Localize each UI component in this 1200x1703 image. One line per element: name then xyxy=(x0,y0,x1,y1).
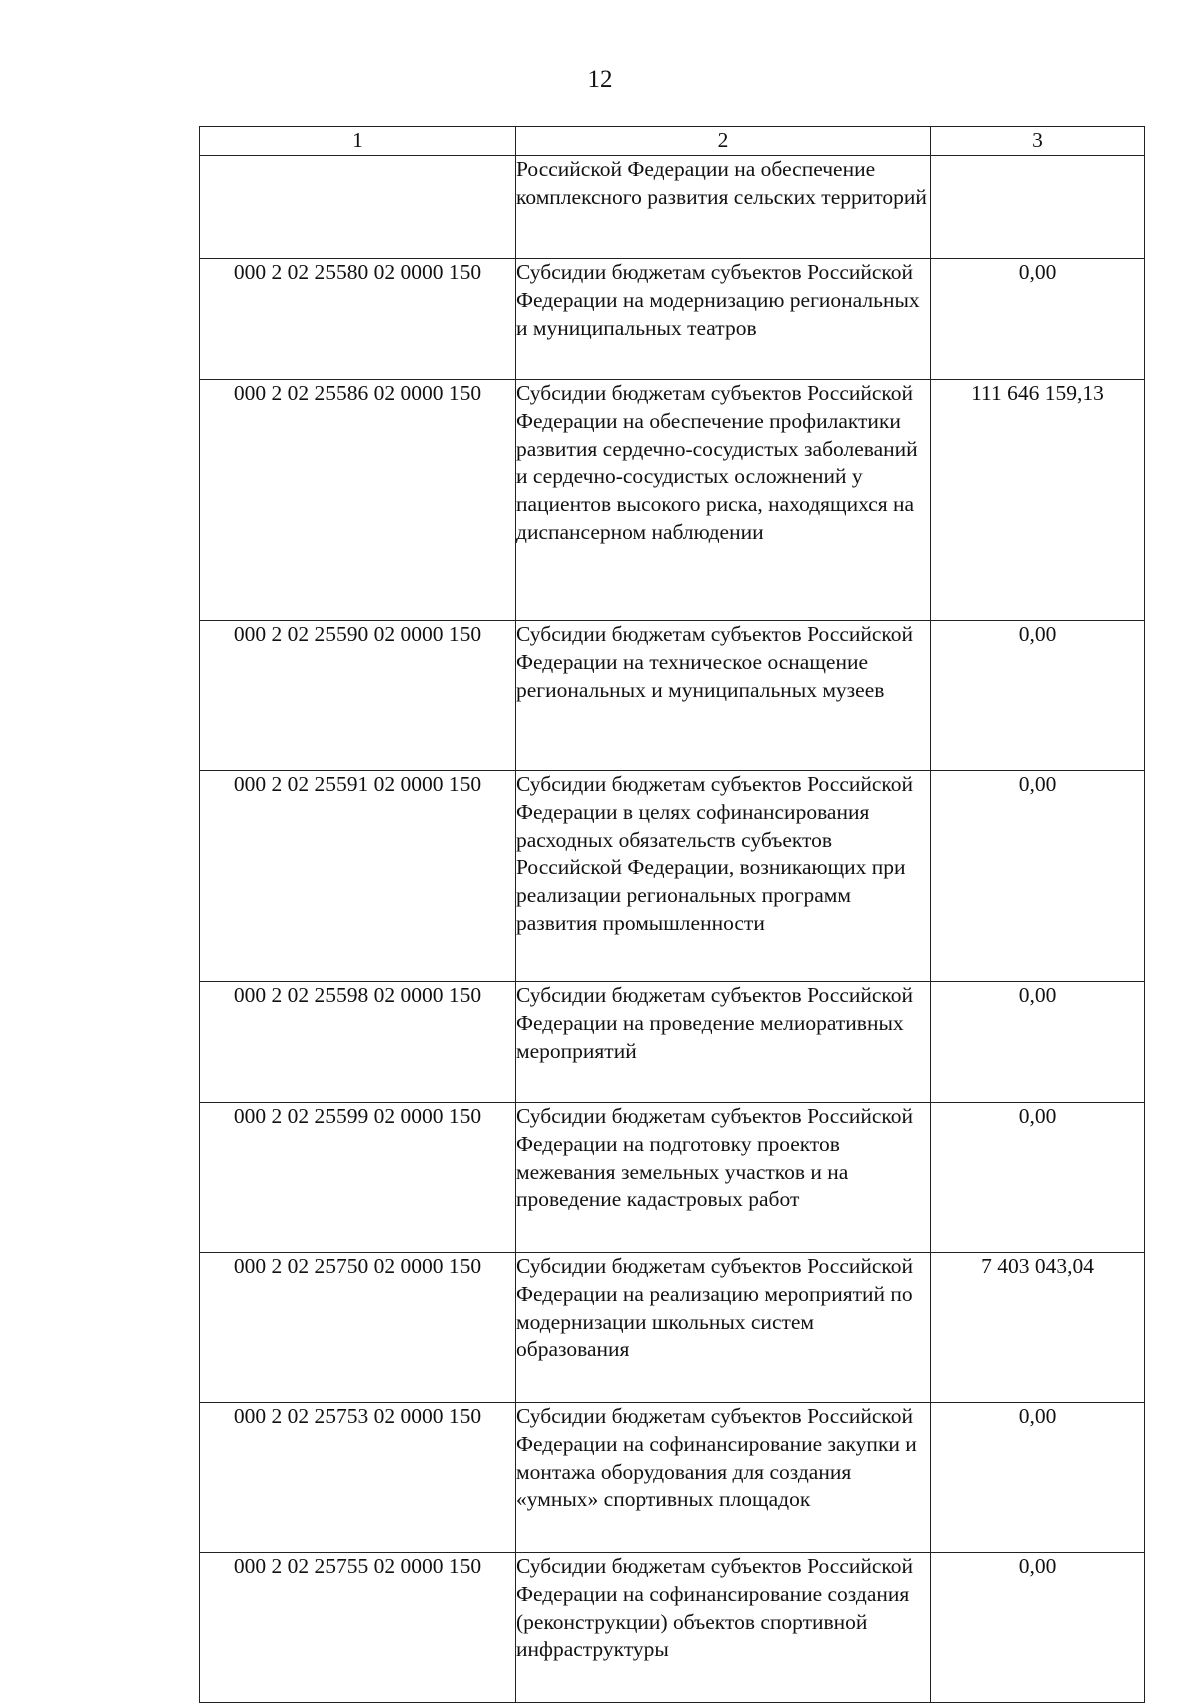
income-description: Субсидии бюджетам субъектов Российской Федерации на софинансирование создания (реконструкции) объектов спортивной инфраструктуры xyxy=(516,1553,931,1703)
table-row xyxy=(200,771,1145,982)
income-description: Субсидии бюджетам субъектов Российской Федерации на проведение мелиоративных мероприятий xyxy=(516,982,931,1103)
amount-value: 0,00 xyxy=(931,771,1145,982)
table-row xyxy=(200,1253,1145,1403)
budget-code: 000 2 02 25755 02 0000 150 xyxy=(200,1553,516,1703)
budget-code: 000 2 02 25753 02 0000 150 xyxy=(200,1403,516,1553)
amount-value: 0,00 xyxy=(931,621,1145,771)
budget-code: 000 2 02 25586 02 0000 150 xyxy=(200,380,516,621)
budget-code: 000 2 02 25599 02 0000 150 xyxy=(200,1103,516,1253)
table-header-row xyxy=(200,127,1145,156)
income-description: Субсидии бюджетам субъектов Российской Федерации на техническое оснащение региональных и муниципальных музеев xyxy=(516,621,931,771)
table-row xyxy=(200,1553,1145,1703)
amount-value: 0,00 xyxy=(931,1103,1145,1253)
amount-value: 7 403 043,04 xyxy=(931,1253,1145,1403)
column-header-3: 3 xyxy=(931,127,1145,156)
budget-table xyxy=(199,126,1145,1703)
amount-value: 111 646 159,13 xyxy=(931,380,1145,621)
income-description: Субсидии бюджетам субъектов Российской Федерации на подготовку проектов межевания земельных участков и на проведение кадастровых работ xyxy=(516,1103,931,1253)
amount-value: 0,00 xyxy=(931,982,1145,1103)
budget-code: 000 2 02 25598 02 0000 150 xyxy=(200,982,516,1103)
income-description: Субсидии бюджетам субъектов Российской Федерации на софинансирование закупки и монтажа оборудования для создания «умных» спортивных площадок xyxy=(516,1403,931,1553)
income-description: Субсидии бюджетам субъектов Российской Федерации в целях софинансирования расходных обязательств субъектов Российской Федерации, возникающих при реализации региональных программ развития промышленности xyxy=(516,771,931,982)
column-header-1: 1 xyxy=(200,127,516,156)
income-description: Российской Федерации на обеспечение комплексного развития сельских территорий xyxy=(516,156,931,259)
income-description: Субсидии бюджетам субъектов Российской Федерации на реализацию мероприятий по модернизации школьных систем образования xyxy=(516,1253,931,1403)
budget-code: 000 2 02 25591 02 0000 150 xyxy=(200,771,516,982)
amount-value: 0,00 xyxy=(931,259,1145,380)
table-row xyxy=(200,621,1145,771)
page-number: 12 xyxy=(587,66,613,93)
budget-code: 000 2 02 25750 02 0000 150 xyxy=(200,1253,516,1403)
table-row xyxy=(200,380,1145,621)
table-row xyxy=(200,156,1145,259)
budget-code xyxy=(200,156,516,259)
amount-value xyxy=(931,156,1145,259)
budget-code: 000 2 02 25580 02 0000 150 xyxy=(200,259,516,380)
income-description: Субсидии бюджетам субъектов Российской Федерации на модернизацию региональных и муниципальных театров xyxy=(516,259,931,380)
budget-code: 000 2 02 25590 02 0000 150 xyxy=(200,621,516,771)
table-row xyxy=(200,982,1145,1103)
column-header-2: 2 xyxy=(516,127,931,156)
table-row xyxy=(200,259,1145,380)
amount-value: 0,00 xyxy=(931,1553,1145,1703)
table-row xyxy=(200,1403,1145,1553)
amount-value: 0,00 xyxy=(931,1403,1145,1553)
income-description: Субсидии бюджетам субъектов Российской Федерации на обеспечение профилактики развития сердечно-сосудистых заболеваний и сердечно-сосудистых осложнений у пациентов высокого риска, находящихся на диспансерном наблюдении xyxy=(516,380,931,621)
table-row xyxy=(200,1103,1145,1253)
